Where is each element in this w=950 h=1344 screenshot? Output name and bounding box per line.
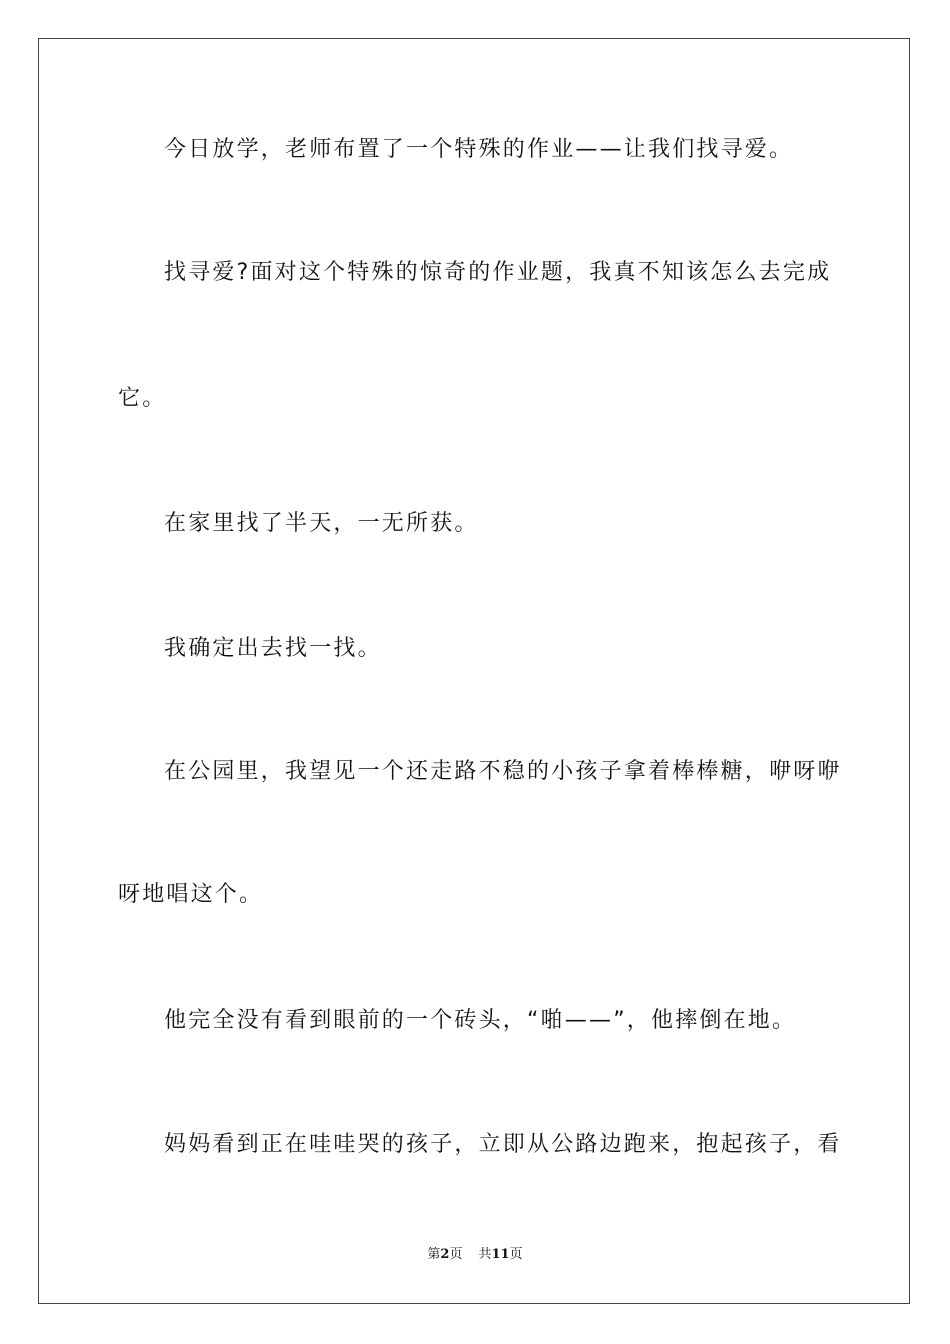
paragraph-line-5: 我确定出去找一找。 (164, 636, 382, 661)
page-footer (0, 1246, 950, 1264)
paragraph-line-6: 在公园里，我望见一个还走路不稳的小孩子拿着棒棒糖，咿呀咿 (164, 759, 842, 784)
total-pages-number: 11 (491, 1247, 510, 1262)
paragraph-line-8: 他完全没有看到眼前的一个砖头，“啪——”，他摔倒在地。 (164, 1008, 797, 1033)
paragraph-line-9: 妈妈看到正在哇哇哭的孩子，立即从公路边跑来，抱起孩子，看 (164, 1132, 842, 1157)
total-prefix: 共 (478, 1247, 492, 1262)
paragraph-line-4: 在家里找了半天，一无所获。 (164, 511, 479, 536)
current-page-number: 2 (440, 1247, 450, 1262)
paragraph-line-2: 找寻爱?面对这个特殊的惊奇的作业题，我真不知该怎么去完成 (164, 260, 832, 285)
paragraph-line-3: 它。 (118, 386, 167, 411)
total-suffix: 页 (509, 1247, 523, 1262)
page-border (38, 38, 910, 1304)
paragraph-line-7: 呀地唱这个。 (118, 882, 264, 907)
page-prefix: 第 (427, 1247, 441, 1262)
paragraph-line-1: 今日放学，老师布置了一个特殊的作业——让我们找寻爱。 (164, 137, 794, 162)
page-suffix: 页 (449, 1247, 463, 1262)
